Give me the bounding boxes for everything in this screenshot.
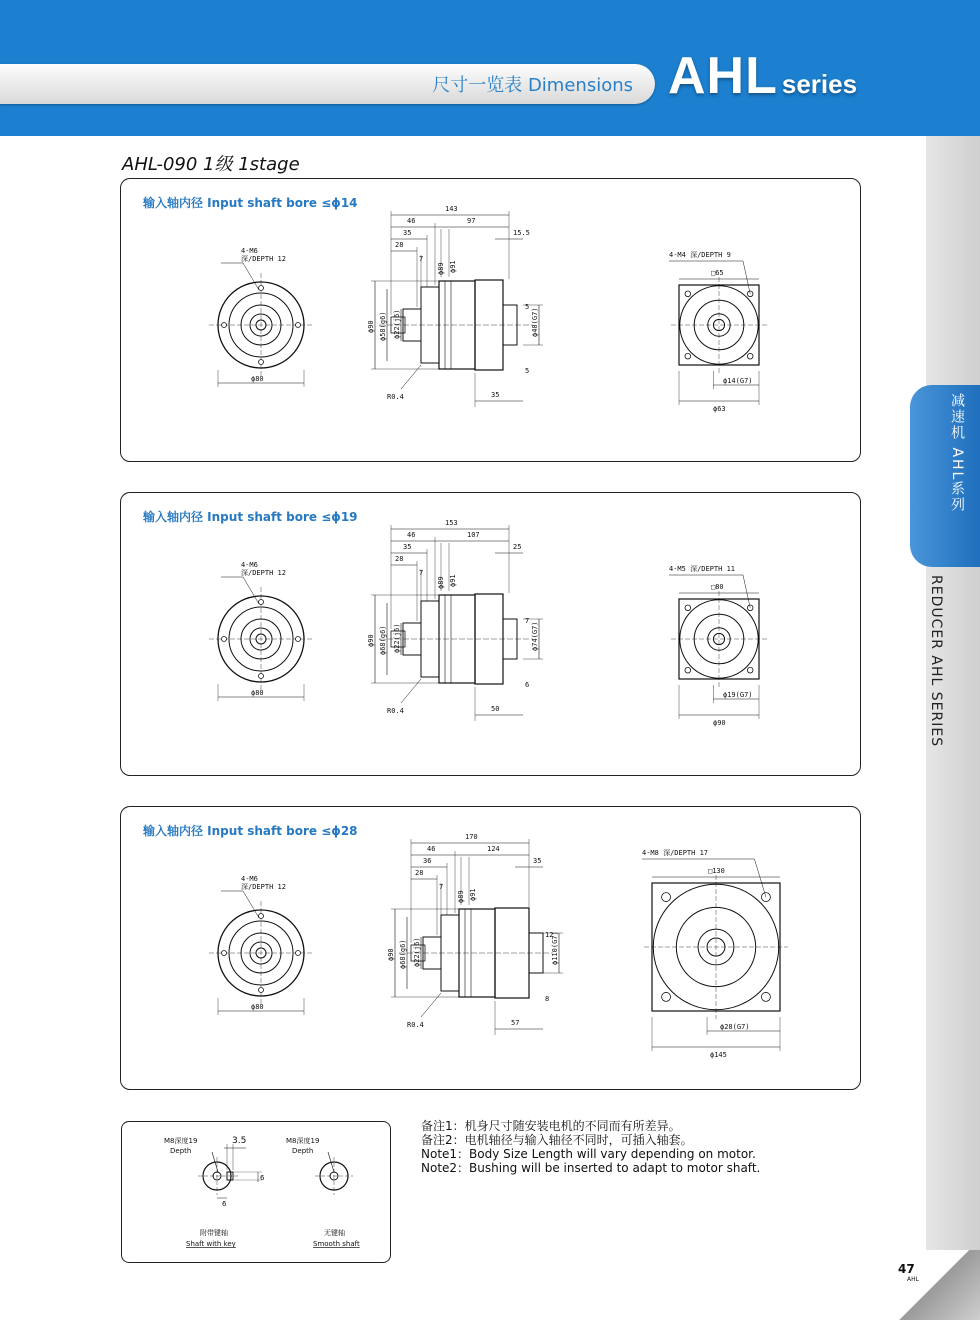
diameter-40-label: ϕ40(G7) <box>531 307 539 337</box>
length-5b-label: 8 <box>545 995 550 1003</box>
front-view <box>209 247 313 387</box>
end-square-label: □80 <box>711 583 724 591</box>
remarks-block <box>421 1119 760 1175</box>
length-5a-label: 12 <box>545 931 554 939</box>
diameter-22-label: ϕ22(j6) <box>393 309 401 339</box>
diameter-91-label: ϕ91 <box>449 260 457 273</box>
length-97-label: 97 <box>467 217 476 225</box>
end-bore-label: ϕ28(G7) <box>720 1023 750 1031</box>
smooth-shaft-cn: 无键轴 <box>324 1229 345 1237</box>
overall-length-label: 170 <box>465 833 478 841</box>
dimension-panel-2 <box>120 492 861 776</box>
key-height-value: 6 <box>260 1174 265 1182</box>
input-bore-label: 输入轴内径 Input shaft bore ≤ϕ14 <box>143 196 358 210</box>
end-pcd-label: ϕ90 <box>713 719 726 727</box>
length-97-label: 107 <box>467 531 480 539</box>
front-holes-label: 4-M6 <box>241 247 258 255</box>
dimension-panel-3 <box>120 806 861 1090</box>
end-pcd-label: ϕ63 <box>713 405 726 413</box>
page-number-sub: AHL <box>907 1276 919 1283</box>
length-46-label: 46 <box>407 531 416 539</box>
length-35b-label: 57 <box>511 1019 520 1027</box>
key-shaft-cn: 附带键轴 <box>200 1229 228 1237</box>
radius-label: R0.4 <box>407 1021 424 1029</box>
length-5a-label: 5 <box>525 303 530 311</box>
length-5b-label: 6 <box>525 681 530 689</box>
brand-sub: series <box>781 69 858 99</box>
input-bore-label: 输入轴内径 Input shaft bore ≤ϕ28 <box>143 824 358 838</box>
length-5b-label: 5 <box>525 367 530 375</box>
remark-line: 备注2：电机轴径与输入轴径不同时，可插入轴套。 <box>421 1133 693 1147</box>
smooth-depth-label: M8深度19 <box>286 1137 320 1145</box>
end-bore-label: ϕ19(G7) <box>723 691 753 699</box>
end-view <box>642 849 788 1059</box>
diameter-90-label: ϕ90 <box>367 634 375 647</box>
length-5a-label: 7 <box>525 617 530 625</box>
radius-label: R0.4 <box>387 393 404 401</box>
length-7-label: 7 <box>419 255 424 263</box>
diameter-22-label: ϕ22(j6) <box>393 623 401 653</box>
dimensions-title: 尺寸一览表 Dimensions <box>432 75 633 96</box>
length-35-label: 35 <box>403 543 412 551</box>
length-7-label: 7 <box>439 883 444 891</box>
diameter-89-label: ϕ89 <box>457 890 465 903</box>
remark-line: Note1：Body Size Length will vary depending on motor. <box>421 1147 756 1161</box>
brand-main: AHL <box>668 47 778 105</box>
length-35-label: 36 <box>423 857 432 865</box>
overall-length-label: 143 <box>445 205 458 213</box>
diameter-58-label: ϕ68(g6) <box>379 625 387 655</box>
front-diameter-label: ϕ80 <box>251 689 264 697</box>
side-english-text: REDUCER AHL SERIES <box>928 575 944 748</box>
remark-line: 备注1：机身尺寸随安装电机的不同而有所差异。 <box>421 1119 681 1133</box>
diameter-22-label: ϕ22(j6) <box>413 937 421 967</box>
smooth-shaft-en: Smooth shaft <box>313 1240 360 1248</box>
front-holes-label: 4-M6 <box>241 561 258 569</box>
end-square-label: □65 <box>711 269 724 277</box>
smooth-depth-en: Depth <box>292 1147 314 1155</box>
key-shaft-en: Shaft with key <box>186 1240 236 1248</box>
technical-drawing <box>121 493 860 775</box>
side-view <box>367 205 543 407</box>
series-brand <box>668 46 857 106</box>
length-97-label: 124 <box>487 845 500 853</box>
diameter-90-label: ϕ90 <box>387 948 395 961</box>
dimension-panel-1 <box>120 178 861 462</box>
end-pcd-label: ϕ145 <box>710 1051 727 1059</box>
front-diameter-label: ϕ80 <box>251 1003 264 1011</box>
diameter-91-label: ϕ91 <box>449 574 457 587</box>
technical-drawing <box>121 807 860 1089</box>
diameter-40-label: ϕ74(G7) <box>531 621 539 651</box>
front-view <box>209 561 313 701</box>
overall-length-label: 153 <box>445 519 458 527</box>
length-35b-label: 35 <box>491 391 500 399</box>
length-28-label: 28 <box>395 241 404 249</box>
remark-line: Note2：Bushing will be inserted to adapt to motor shaft. <box>421 1161 761 1175</box>
model-title: AHL-090 1级 1stage <box>122 154 300 175</box>
front-diameter-label: ϕ80 <box>251 375 264 383</box>
length-28-label: 28 <box>395 555 404 563</box>
diameter-91-label: ϕ91 <box>469 888 477 901</box>
length-46-label: 46 <box>427 845 436 853</box>
diameter-89-label: ϕ89 <box>437 262 445 275</box>
diameter-90-label: ϕ90 <box>367 320 375 333</box>
length-46-label: 46 <box>407 217 416 225</box>
technical-drawing <box>121 179 860 461</box>
page-number: 47 <box>898 1262 915 1276</box>
side-view <box>367 519 543 721</box>
shaft-notes-drawing <box>122 1122 390 1262</box>
side-tab-text: 减速机 AHL系列 <box>949 393 965 514</box>
length-35b-label: 50 <box>491 705 500 713</box>
end-holes-label: 4-M5 深/DEPTH 11 <box>669 565 736 573</box>
dimensions-pill <box>0 64 655 104</box>
key-side-value: 6 <box>222 1200 227 1208</box>
diameter-58-label: ϕ58(g6) <box>379 311 387 341</box>
end-square-label: □130 <box>708 867 725 875</box>
length-155-label: 15.5 <box>513 229 530 237</box>
length-28-label: 28 <box>415 869 424 877</box>
key-depth-label: M8深度19 <box>164 1137 198 1145</box>
side-tab <box>910 385 980 567</box>
radius-label: R0.4 <box>387 707 404 715</box>
input-bore-label: 输入轴内径 Input shaft bore ≤ϕ19 <box>143 510 358 524</box>
key-depth-en: Depth <box>170 1147 192 1155</box>
end-view <box>669 565 767 727</box>
diameter-58-label: ϕ68(g6) <box>399 939 407 969</box>
end-holes-label: 4-M8 深/DEPTH 17 <box>642 849 709 857</box>
side-view <box>387 833 563 1035</box>
front-depth-label: 深/DEPTH 12 <box>241 883 286 891</box>
end-view <box>669 251 767 413</box>
key-width-value: 3.5 <box>232 1136 247 1146</box>
diameter-89-label: ϕ89 <box>437 576 445 589</box>
front-holes-label: 4-M6 <box>241 875 258 883</box>
front-depth-label: 深/DEPTH 12 <box>241 569 286 577</box>
length-35-label: 35 <box>403 229 412 237</box>
length-7-label: 7 <box>419 569 424 577</box>
length-155-label: 25 <box>513 543 522 551</box>
end-bore-label: ϕ14(G7) <box>723 377 753 385</box>
diameter-40-label: ϕ110(G7) <box>551 931 559 965</box>
shaft-notes-box <box>121 1121 391 1263</box>
page-corner <box>890 1250 980 1320</box>
front-view <box>209 875 313 1015</box>
end-holes-label: 4-M4 深/DEPTH 9 <box>669 251 731 259</box>
front-depth-label: 深/DEPTH 12 <box>241 255 286 263</box>
length-155-label: 35 <box>533 857 542 865</box>
